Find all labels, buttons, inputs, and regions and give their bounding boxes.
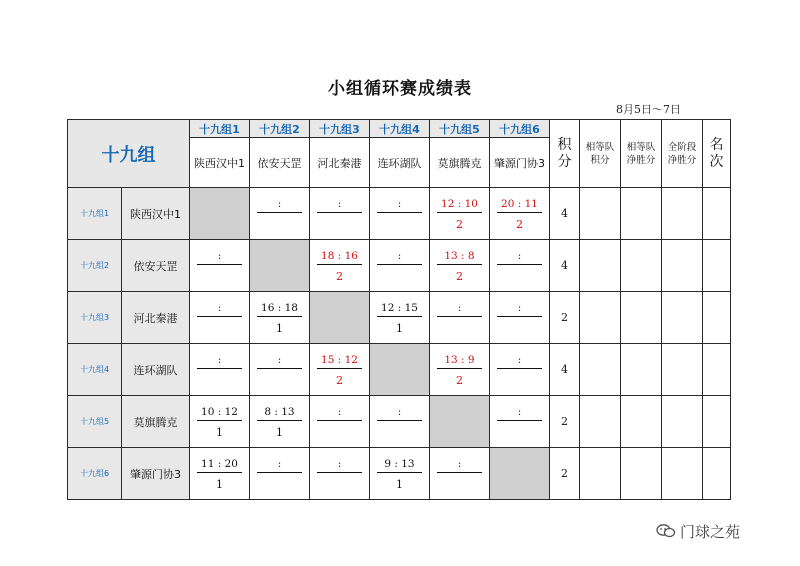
score-text: : xyxy=(197,352,242,369)
column-code: 十九组5 xyxy=(430,120,490,138)
score-text: 15 : 12 xyxy=(317,352,362,369)
diagonal-cell xyxy=(190,188,250,240)
score-cell xyxy=(370,292,430,344)
rank-cell xyxy=(703,396,731,448)
score-cell xyxy=(490,396,550,448)
score-cell xyxy=(490,292,550,344)
score-text: : xyxy=(377,248,422,265)
stage-net-cell xyxy=(662,448,703,500)
row-team: 依安天罡 xyxy=(122,240,190,292)
points-cell: 2 xyxy=(550,396,580,448)
score-cell xyxy=(310,448,370,500)
score-text: 20 : 11 xyxy=(497,196,542,213)
diagonal-cell xyxy=(310,292,370,344)
score-cell xyxy=(310,188,370,240)
match-points: 1 xyxy=(276,426,283,439)
score-cell xyxy=(370,396,430,448)
match-points: 1 xyxy=(396,478,403,491)
match-points: 1 xyxy=(216,478,223,491)
score-text: : xyxy=(317,196,362,213)
match-points: 2 xyxy=(456,218,463,231)
score-cell xyxy=(250,396,310,448)
score-cell xyxy=(430,188,490,240)
diagonal-cell xyxy=(370,344,430,396)
tie-points-cell xyxy=(580,292,621,344)
watermark xyxy=(656,521,740,543)
tie-points-cell xyxy=(580,188,621,240)
score-text: 11 : 20 xyxy=(197,456,242,473)
points-header: 积分 xyxy=(550,120,580,188)
score-cell xyxy=(310,344,370,396)
score-text: 8 : 13 xyxy=(257,404,302,421)
stage-net-cell xyxy=(662,240,703,292)
match-points: 2 xyxy=(336,374,343,387)
score-cell xyxy=(430,292,490,344)
rank-cell xyxy=(703,448,731,500)
date-range: 8月5日～7日 xyxy=(616,103,681,116)
column-team: 陕西汉中1 xyxy=(190,138,250,188)
row-team: 河北秦港 xyxy=(122,292,190,344)
table-row xyxy=(68,448,731,500)
results-table xyxy=(67,119,731,500)
match-points: 2 xyxy=(456,374,463,387)
score-cell xyxy=(190,344,250,396)
tie-net-cell xyxy=(621,240,662,292)
score-text: : xyxy=(257,196,302,213)
row-code: 十九组1 xyxy=(68,188,122,240)
score-text: : xyxy=(257,352,302,369)
column-code: 十九组6 xyxy=(490,120,550,138)
points-cell: 4 xyxy=(550,240,580,292)
chat-bubble-icon xyxy=(656,523,676,543)
score-text: : xyxy=(437,456,482,473)
diagonal-cell xyxy=(430,396,490,448)
row-team: 肇源门协3 xyxy=(122,448,190,500)
rank-cell xyxy=(703,292,731,344)
table-row xyxy=(68,240,731,292)
match-points: 1 xyxy=(216,426,223,439)
table-row xyxy=(68,188,731,240)
score-cell xyxy=(490,240,550,292)
match-points: 2 xyxy=(456,270,463,283)
score-text: : xyxy=(437,300,482,317)
score-text: : xyxy=(497,248,542,265)
column-team: 连环湖队 xyxy=(370,138,430,188)
score-text: : xyxy=(497,352,542,369)
score-text: : xyxy=(377,196,422,213)
stage-net-cell xyxy=(662,188,703,240)
tie-net-header: 相等队净胜分 xyxy=(621,120,662,188)
tie-points-cell xyxy=(580,240,621,292)
rank-header: 名次 xyxy=(703,120,731,188)
tie-net-cell xyxy=(621,344,662,396)
score-text: 18 : 16 xyxy=(317,248,362,265)
score-cell xyxy=(310,396,370,448)
row-code: 十九组6 xyxy=(68,448,122,500)
row-team: 莫旗腾克 xyxy=(122,396,190,448)
score-cell xyxy=(190,240,250,292)
score-text: : xyxy=(317,456,362,473)
match-points: 1 xyxy=(396,322,403,335)
score-cell xyxy=(430,344,490,396)
match-points: 1 xyxy=(276,322,283,335)
stage-net-cell xyxy=(662,292,703,344)
score-cell xyxy=(370,188,430,240)
score-text: 12 : 10 xyxy=(437,196,482,213)
tie-net-cell xyxy=(621,292,662,344)
score-cell xyxy=(250,188,310,240)
score-cell xyxy=(430,448,490,500)
column-team: 肇源门协3 xyxy=(490,138,550,188)
row-team: 连环湖队 xyxy=(122,344,190,396)
score-text: 10 : 12 xyxy=(197,404,242,421)
column-code: 十九组1 xyxy=(190,120,250,138)
match-points: 2 xyxy=(336,270,343,283)
column-team: 河北秦港 xyxy=(310,138,370,188)
rank-cell xyxy=(703,344,731,396)
score-text: : xyxy=(197,300,242,317)
score-text: : xyxy=(197,248,242,265)
tie-points-header: 相等队积分 xyxy=(580,120,621,188)
match-points: 2 xyxy=(516,218,523,231)
row-team: 陕西汉中1 xyxy=(122,188,190,240)
stage-net-cell xyxy=(662,344,703,396)
tie-points-cell xyxy=(580,344,621,396)
table-row xyxy=(68,344,731,396)
score-text: 16 : 18 xyxy=(257,300,302,317)
page-title: 小组循环赛成绩表 xyxy=(328,79,472,99)
diagonal-cell xyxy=(250,240,310,292)
diagonal-cell xyxy=(490,448,550,500)
points-cell: 2 xyxy=(550,448,580,500)
score-cell xyxy=(190,292,250,344)
rank-cell xyxy=(703,188,731,240)
column-code: 十九组3 xyxy=(310,120,370,138)
score-text: : xyxy=(497,300,542,317)
score-text: : xyxy=(257,456,302,473)
score-text: : xyxy=(317,404,362,421)
score-text: 9 : 13 xyxy=(377,456,422,473)
score-cell xyxy=(250,448,310,500)
score-cell xyxy=(370,448,430,500)
stage-net-cell xyxy=(662,396,703,448)
row-code: 十九组4 xyxy=(68,344,122,396)
group-title: 十九组 xyxy=(68,120,190,188)
score-text: 13 : 9 xyxy=(437,352,482,369)
score-text: 13 : 8 xyxy=(437,248,482,265)
score-cell xyxy=(190,396,250,448)
column-team: 依安天罡 xyxy=(250,138,310,188)
row-code: 十九组3 xyxy=(68,292,122,344)
score-text: : xyxy=(377,404,422,421)
row-code: 十九组5 xyxy=(68,396,122,448)
score-text: : xyxy=(497,404,542,421)
table-row xyxy=(68,292,731,344)
tie-points-cell xyxy=(580,396,621,448)
row-code: 十九组2 xyxy=(68,240,122,292)
points-cell: 2 xyxy=(550,292,580,344)
tie-net-cell xyxy=(621,448,662,500)
score-cell xyxy=(190,448,250,500)
score-cell xyxy=(430,240,490,292)
column-team: 莫旗腾克 xyxy=(430,138,490,188)
score-cell xyxy=(370,240,430,292)
points-cell: 4 xyxy=(550,188,580,240)
score-cell xyxy=(490,344,550,396)
score-cell xyxy=(250,292,310,344)
points-cell: 4 xyxy=(550,344,580,396)
score-cell xyxy=(490,188,550,240)
tie-points-cell xyxy=(580,448,621,500)
score-text: 12 : 15 xyxy=(377,300,422,317)
watermark-text: 门球之苑 xyxy=(680,523,741,541)
rank-cell xyxy=(703,240,731,292)
score-cell xyxy=(250,344,310,396)
score-cell xyxy=(310,240,370,292)
tie-net-cell xyxy=(621,396,662,448)
tie-net-cell xyxy=(621,188,662,240)
stage-net-header: 全阶段净胜分 xyxy=(662,120,703,188)
table-row xyxy=(68,396,731,448)
column-code: 十九组4 xyxy=(370,120,430,138)
column-code: 十九组2 xyxy=(250,120,310,138)
